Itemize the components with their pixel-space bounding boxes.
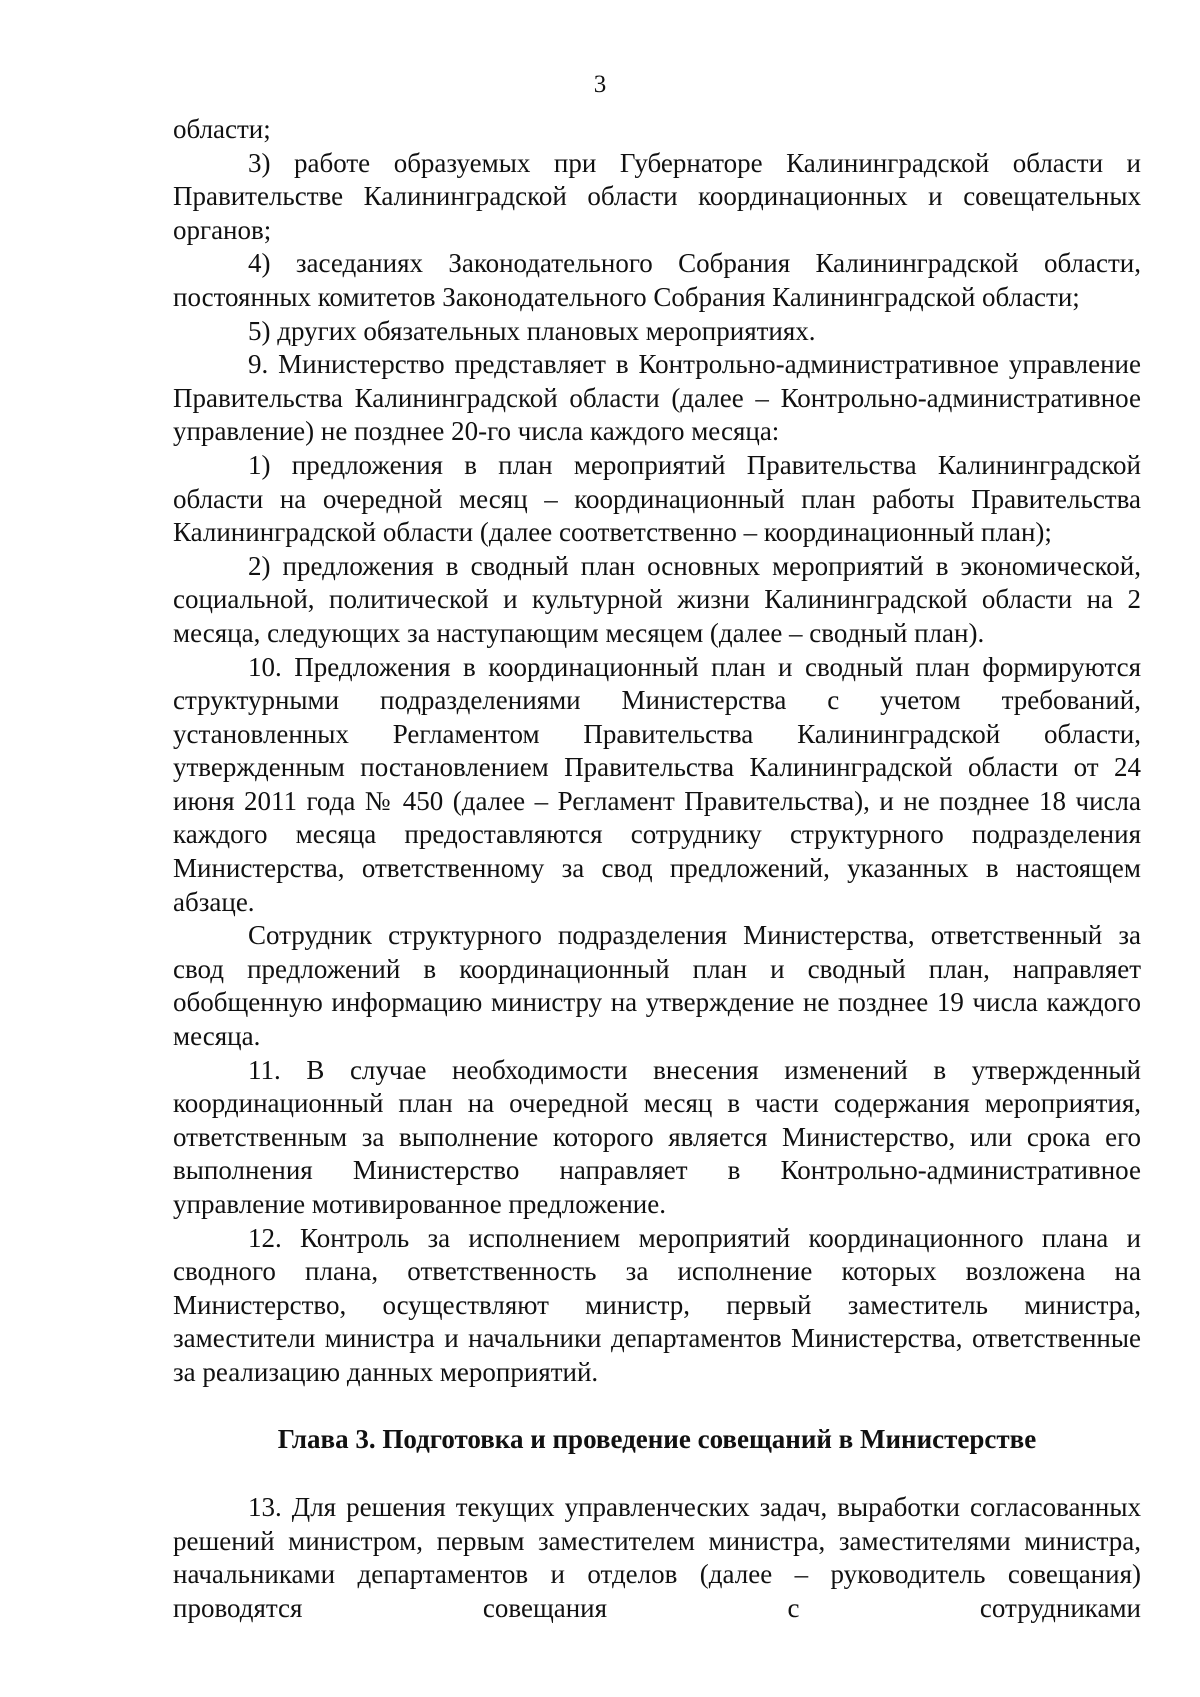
paragraph-item-4: 4) заседаниях Законодательного Собрания Калининградской области, постоянных комитетов Законодательного Собрания Калининградской области; (173, 248, 1141, 312)
paragraph-item-3: 3) работе образуемых при Губернаторе Калининградской области и Правительстве Калининградской области координационных и совещательных органов; (173, 147, 1141, 245)
paragraph-clause-12: 12. Контроль за исполнением мероприятий координационного плана и сводного плана, ответственность за исполнение которых возложена на Министерство, осуществляют министр, первый заместитель министра, заместители министра и начальники департаментов Министерства, ответственные за реализацию данных мероприятий. (173, 1222, 1141, 1387)
paragraph-clause-9-item-2: 2) предложения в сводный план основных мероприятий в экономической, социальной, политической и культурной жизни Калининградской области на 2 месяца, следующих за наступающим месяцем (далее – сводный план). (173, 550, 1141, 648)
paragraph-continuation: области; (173, 114, 271, 144)
chapter-heading: Глава 3. Подготовка и проведение совещаний в Министерстве (277, 1423, 1037, 1454)
paragraph-clause-11: 11. В случае необходимости внесения изменений в утвержденный координационный план на очередной месяц в части содержания мероприятия, ответственным за выполнение которого является Министерство, или срока его выполнения Министерство направляет в Контрольно-административное управление мотивированное предложение. (173, 1054, 1141, 1219)
paragraph-clause-9-item-1: 1) предложения в план мероприятий Правительства Калининградской области на очередной месяц – координационный план работы Правительства Калининградской области (далее соответственно – координационный план); (173, 449, 1141, 548)
paragraph-clause-9: 9. Министерство представляет в Контрольно-административное управление Правительства Калининградской области (далее – Контрольно-административное управление) не позднее 20-го числа каждого месяца: (173, 349, 1141, 447)
paragraph-clause-13: 13. Для решения текущих управленческих задач, выработки согласованных решений министром, первым заместителем министра, заместителями министра, начальниками департаментов и отделов (далее – руководитель совещания) проводятся совещания с сотрудниками (173, 1492, 1141, 1623)
page-number: 3 (593, 71, 607, 98)
paragraph-item-5: 5) других обязательных плановых мероприятиях. (248, 315, 816, 346)
paragraph-clause-10-employee: Сотрудник структурного подразделения Министерства, ответственный за свод предложений в координационный план и сводный план, направляет обобщенную информацию министру на утверждение не позднее 19 числа каждого месяца. (173, 920, 1141, 1052)
document-body (173, 113, 1141, 1626)
paragraph-clause-10: 10. Предложения в координационный план и сводный план формируются структурными подразделениями Министерства с учетом требований, установленных Регламентом Правительства Калининградской области, утвержденным постановлением Правительства Калининградской области от 24 июня 2011 года № 450 (далее – Регламент Правительства), и не позднее 18 числа каждого месяца предоставляются сотруднику структурного подразделения Министерства, ответственному за свод предложений, указанных в настоящем абзаце. (173, 651, 1141, 917)
